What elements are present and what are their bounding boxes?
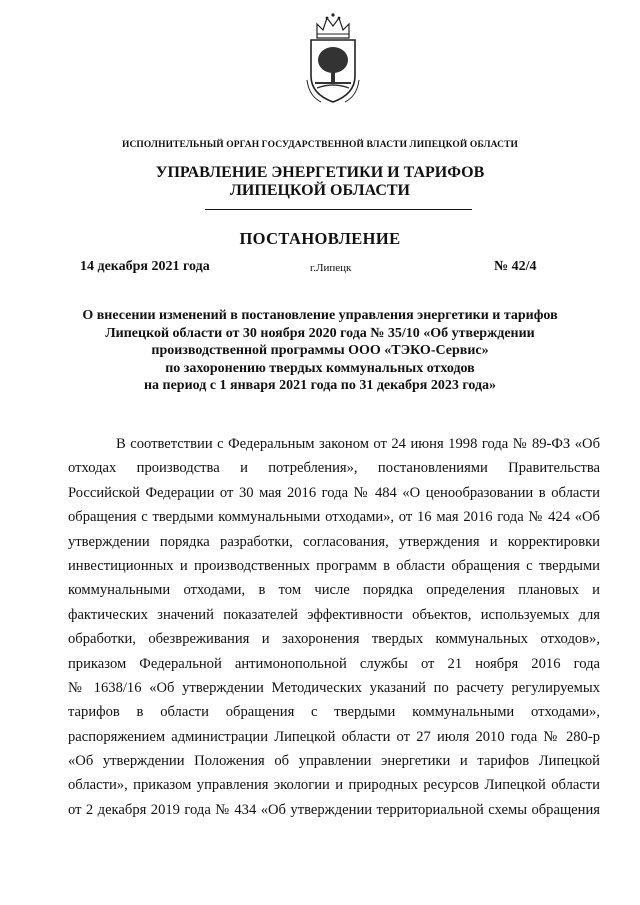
body-line: распоряжением администрации Липецкой области от 27 июля 2010 года № 280-р <box>68 728 600 745</box>
body-line: № 1638/16 «Об утверждении Методических указаний по расчету регулируемых <box>68 679 600 696</box>
document-title <box>40 307 600 395</box>
body-line: Российской Федерации от 30 мая 2016 года № 484 «О ценообразовании в области <box>68 484 600 501</box>
title-line: Липецкой области от 30 ноября 2020 года № 35/10 «Об утверждении <box>105 325 535 341</box>
document-type: ПОСТАНОВЛЕНИЕ <box>239 229 401 248</box>
body-line: отходах производства и потребления», постановлениями Правительства <box>68 460 600 477</box>
document-number: № 42/4 <box>494 259 537 274</box>
department-title-line: ЛИПЕЦКОЙ ОБЛАСТИ <box>230 182 410 199</box>
body-line: тарифов в области обращения с твердыми коммунальными отходами», <box>68 704 600 721</box>
body-line: инвестиционных и производственных программ в области обращения с твердыми <box>68 557 600 574</box>
title-line: по захоронению твердых коммунальных отходов <box>165 360 475 376</box>
coat-of-arms-icon <box>303 10 363 110</box>
body-line: обработки, обезвреживания и захоронения твердых коммунальных отходов», <box>68 631 600 648</box>
body-line: В соответствии с Федеральным законом от 24 июня 1998 года № 89-ФЗ «Об <box>116 436 600 452</box>
org-header: ИСПОЛНИТЕЛЬНЫЙ ОРГАН ГОСУДАРСТВЕННОЙ ВЛАСТИ ЛИПЕЦКОЙ ОБЛАСТИ <box>121 140 519 150</box>
body-line: коммунальными отходами, в том числе порядка определения плановых и <box>68 582 600 599</box>
title-line: производственной программы ООО «ТЭКО-Сервис» <box>151 343 489 358</box>
department-title <box>40 164 600 200</box>
document-date: 14 декабря 2021 года <box>80 259 210 274</box>
body-line: от 2 декабря 2019 года № 434 «Об утверждении территориальной схемы обращения <box>68 801 600 818</box>
title-line: на период с 1 января 2021 года по 31 декабря 2023 года» <box>143 378 497 393</box>
body-line: утверждении порядка разработки, согласования, утверждения и корректировки <box>68 533 600 550</box>
body-line: приказом Федеральной антимонопольной службы от 21 ноября 2016 года <box>68 655 600 672</box>
document-city: г.Липецк <box>310 262 352 274</box>
body-line: области», приказом управления экологии и природных ресурсов Липецкой области <box>68 777 600 794</box>
title-line: О внесении изменений в постановление управления энергетики и тарифов <box>82 308 558 323</box>
body-line: фактических значений показателей эффективности объектов, используемых для <box>68 606 600 623</box>
department-title-line: УПРАВЛЕНИЕ ЭНЕРГЕТИКИ И ТАРИФОВ <box>155 164 485 181</box>
body-paragraph <box>68 432 600 822</box>
header-divider <box>205 209 472 210</box>
body-line: обращения с твердыми коммунальными отходами», от 16 мая 2016 года № 424 «Об <box>68 509 600 526</box>
body-line: «Об утверждении Положения об управлении энергетики и тарифов Липецкой <box>68 753 600 770</box>
